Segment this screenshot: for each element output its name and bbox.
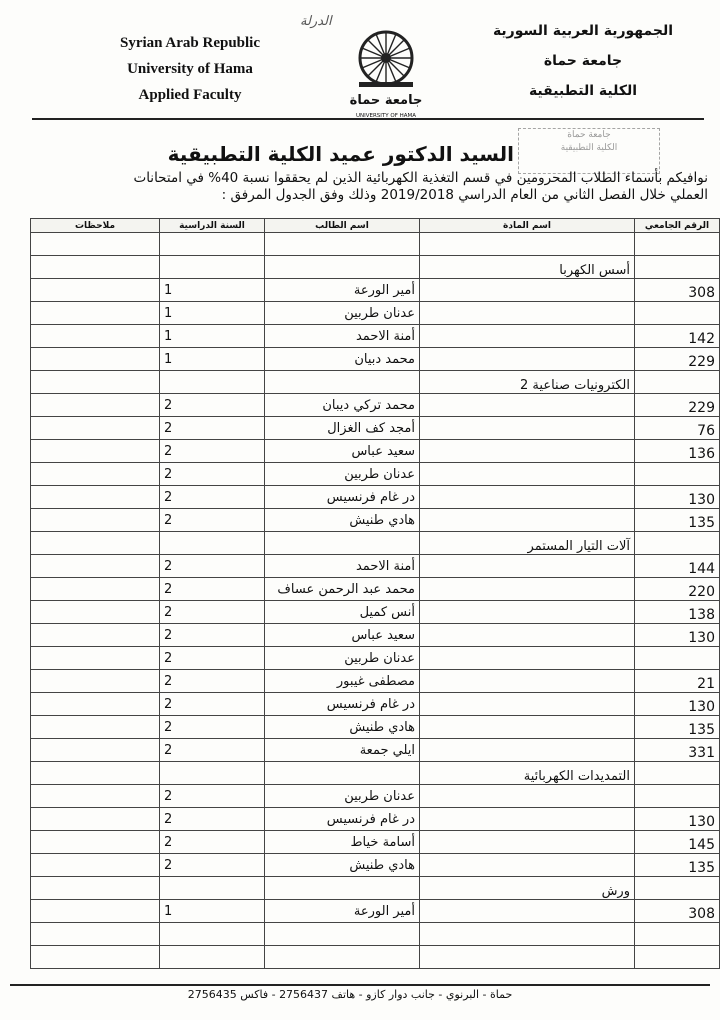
year-cell: 1 [160, 348, 265, 371]
header-faculty-ar: الكلية التطبيقية [528, 83, 638, 99]
notes-cell [31, 601, 160, 624]
subject-cell: الكترونيات صناعية 2 [420, 371, 635, 394]
year-cell [160, 877, 265, 900]
student-id-cell [635, 302, 720, 325]
student-id-cell: 135 [635, 854, 720, 877]
student-name-cell: أمير الورعة [265, 279, 420, 302]
table-row [31, 670, 720, 693]
year-cell: 2 [160, 785, 265, 808]
subject-cell [420, 808, 635, 831]
notes-cell [31, 808, 160, 831]
subject-cell [420, 233, 635, 256]
student-id-cell: 220 [635, 578, 720, 601]
subject-cell [420, 831, 635, 854]
col-name-header: اسم الطالب [265, 219, 420, 233]
notes-cell [31, 555, 160, 578]
arabic-header [468, 16, 698, 106]
student-id-cell: 331 [635, 739, 720, 762]
student-id-cell [635, 785, 720, 808]
table-row [31, 854, 720, 877]
subject-cell [420, 440, 635, 463]
year-cell: 2 [160, 693, 265, 716]
header-country-ar: الجمهورية العربية السورية [492, 23, 674, 39]
students-table [30, 218, 720, 969]
student-name-cell: هادي طنيش [265, 509, 420, 532]
table-row [31, 302, 720, 325]
notes-cell [31, 762, 160, 785]
student-name-cell: عدنان طربين [265, 647, 420, 670]
student-name-cell [265, 256, 420, 279]
table-row [31, 440, 720, 463]
subject-cell: آلات التيار المستمر [420, 532, 635, 555]
table-row [31, 624, 720, 647]
header-university-ar: جامعة حماة [543, 53, 623, 69]
year-cell: 2 [160, 624, 265, 647]
notes-cell [31, 923, 160, 946]
student-id-cell: 135 [635, 509, 720, 532]
student-name-cell [265, 946, 420, 969]
student-id-cell [635, 233, 720, 256]
student-id-cell: 130 [635, 486, 720, 509]
university-logo [345, 22, 427, 122]
subject-cell [420, 900, 635, 923]
subject-cell [420, 509, 635, 532]
notes-cell [31, 578, 160, 601]
notes-cell [31, 670, 160, 693]
student-name-cell: عدنان طربين [265, 302, 420, 325]
notes-cell [31, 486, 160, 509]
table-row [31, 601, 720, 624]
student-id-cell [635, 256, 720, 279]
student-name-cell: سعيد عباس [265, 440, 420, 463]
student-name-cell [265, 762, 420, 785]
student-name-cell: أمنة الاحمد [265, 325, 420, 348]
year-cell: 2 [160, 647, 265, 670]
year-cell: 2 [160, 463, 265, 486]
stamp-line-2: الكلية التطبيقية [560, 143, 618, 153]
col-subject-header: اسم المادة [420, 219, 635, 233]
table-row [31, 417, 720, 440]
subject-cell [420, 325, 635, 348]
table-row [31, 256, 720, 279]
subject-cell: ورش [420, 877, 635, 900]
student-id-cell: 145 [635, 831, 720, 854]
student-name-cell [265, 923, 420, 946]
student-id-cell: 130 [635, 808, 720, 831]
student-id-cell: 229 [635, 394, 720, 417]
student-name-cell: أمجد كف الغزال [265, 417, 420, 440]
year-cell [160, 371, 265, 394]
footer-divider [10, 984, 710, 986]
notes-cell [31, 946, 160, 969]
student-name-cell: هادي طنيش [265, 716, 420, 739]
year-cell: 1 [160, 325, 265, 348]
student-id-cell: 308 [635, 900, 720, 923]
notes-cell [31, 739, 160, 762]
year-cell: 2 [160, 670, 265, 693]
subject-cell [420, 555, 635, 578]
table-row [31, 877, 720, 900]
notes-cell [31, 463, 160, 486]
subject-cell [420, 601, 635, 624]
table-row [31, 739, 720, 762]
table-row [31, 348, 720, 371]
year-cell: 2 [160, 601, 265, 624]
notes-cell [31, 900, 160, 923]
footer-address: حماة - البرنوي - جانب دوار كازو - هاتف 2756437 - فاكس 2756435 [187, 988, 513, 1001]
subject-cell: أسس الكهربا [420, 256, 635, 279]
student-name-cell: هادي طنيش [265, 854, 420, 877]
year-cell: 2 [160, 486, 265, 509]
subject-cell [420, 486, 635, 509]
logo-caption: UNIVERSITY OF HAMA [355, 113, 417, 119]
body-line-2: العملي خلال الفصل الثاني من العام الدراسي 2019/2018 وذلك وفق الجدول المرفق : [221, 187, 708, 203]
table-row [31, 831, 720, 854]
col-year-header: السنة الدراسية [160, 219, 265, 233]
student-id-cell [635, 532, 720, 555]
student-id-cell: 21 [635, 670, 720, 693]
year-cell: 2 [160, 394, 265, 417]
notes-cell [31, 509, 160, 532]
table-header-row [31, 219, 720, 233]
student-name-cell [265, 532, 420, 555]
table-row [31, 693, 720, 716]
table-row [31, 762, 720, 785]
stamp-line-1: جامعة حماة [567, 130, 611, 140]
subject-cell [420, 279, 635, 302]
student-id-cell [635, 923, 720, 946]
subject-cell [420, 394, 635, 417]
table-row [31, 325, 720, 348]
subject-cell [420, 647, 635, 670]
student-name-cell: سعيد عباس [265, 624, 420, 647]
notes-cell [31, 716, 160, 739]
year-cell: 2 [160, 509, 265, 532]
student-id-cell [635, 946, 720, 969]
year-cell [160, 946, 265, 969]
subject-cell [420, 923, 635, 946]
table-row [31, 578, 720, 601]
student-name-cell [265, 877, 420, 900]
table-row [31, 900, 720, 923]
letter-body [28, 170, 708, 204]
table-row [31, 463, 720, 486]
table-row [31, 486, 720, 509]
student-id-cell: 130 [635, 624, 720, 647]
student-name-cell: عدنان طربين [265, 785, 420, 808]
student-name-cell: محمد دبيان [265, 348, 420, 371]
student-id-cell: 229 [635, 348, 720, 371]
subject-cell [420, 946, 635, 969]
table-row [31, 785, 720, 808]
subject-cell [420, 739, 635, 762]
handwritten-note: الدرلة [300, 14, 332, 29]
student-name-cell [265, 233, 420, 256]
year-cell [160, 923, 265, 946]
year-cell [160, 532, 265, 555]
student-name-cell: ايلي جمعة [265, 739, 420, 762]
notes-cell [31, 831, 160, 854]
year-cell: 1 [160, 279, 265, 302]
table-row [31, 923, 720, 946]
notes-cell [31, 279, 160, 302]
table-row [31, 555, 720, 578]
student-name-cell: در غام فرنسيس [265, 693, 420, 716]
table-row [31, 279, 720, 302]
subject-cell [420, 302, 635, 325]
table-row [31, 509, 720, 532]
student-id-cell: 76 [635, 417, 720, 440]
student-name-cell: محمد تركي ديبان [265, 394, 420, 417]
student-id-cell [635, 762, 720, 785]
notes-cell [31, 302, 160, 325]
year-cell: 2 [160, 854, 265, 877]
subject-cell [420, 624, 635, 647]
year-cell: 2 [160, 739, 265, 762]
year-cell [160, 256, 265, 279]
body-line-1: نوافيكم بأسماء الطلاب المحرومين في قسم التغذية الكهربائية الذين لم يحققوا نسبة 40% في امتحانات [133, 170, 708, 186]
student-id-cell: 142 [635, 325, 720, 348]
notes-cell [31, 256, 160, 279]
notes-cell [31, 877, 160, 900]
student-name-cell [265, 371, 420, 394]
year-cell [160, 762, 265, 785]
notes-cell [31, 532, 160, 555]
notes-cell [31, 417, 160, 440]
subject-cell [420, 348, 635, 371]
english-header [105, 30, 275, 108]
student-id-cell [635, 647, 720, 670]
notes-cell [31, 233, 160, 256]
year-cell: 2 [160, 417, 265, 440]
notes-cell [31, 371, 160, 394]
subject-cell: التمديدات الكهربائية [420, 762, 635, 785]
student-id-cell: 130 [635, 693, 720, 716]
header-faculty: Applied Faculty [138, 87, 242, 103]
logo-text: جامعة حماة [349, 93, 423, 108]
notes-cell [31, 854, 160, 877]
table-row [31, 946, 720, 969]
notes-cell [31, 440, 160, 463]
student-name-cell: در غام فرنسيس [265, 808, 420, 831]
student-id-cell: 136 [635, 440, 720, 463]
student-name-cell: مصطفى غيبور [265, 670, 420, 693]
table-row [31, 532, 720, 555]
table-row [31, 808, 720, 831]
student-id-cell [635, 463, 720, 486]
year-cell: 1 [160, 302, 265, 325]
salutation: السيد الدكتور عميد الكلية التطبيقية [167, 142, 514, 166]
year-cell: 2 [160, 555, 265, 578]
table-row [31, 716, 720, 739]
notes-cell [31, 647, 160, 670]
student-name-cell: محمد عبد الرحمن عساف [265, 578, 420, 601]
subject-cell [420, 785, 635, 808]
header-divider [32, 118, 704, 120]
subject-cell [420, 670, 635, 693]
notes-cell [31, 348, 160, 371]
student-name-cell: عدنان طربين [265, 463, 420, 486]
year-cell: 2 [160, 578, 265, 601]
student-id-cell [635, 371, 720, 394]
notes-cell [31, 325, 160, 348]
year-cell: 2 [160, 440, 265, 463]
header-country: Syrian Arab Republic [119, 35, 261, 51]
subject-cell [420, 693, 635, 716]
col-id-header: الرقم الجامعي [635, 219, 720, 233]
table-row [31, 394, 720, 417]
year-cell [160, 233, 265, 256]
table-row [31, 233, 720, 256]
year-cell: 2 [160, 831, 265, 854]
col-notes-header: ملاحظات [31, 219, 160, 233]
subject-cell [420, 463, 635, 486]
year-cell: 2 [160, 808, 265, 831]
subject-cell [420, 716, 635, 739]
subject-cell [420, 854, 635, 877]
notes-cell [31, 693, 160, 716]
student-name-cell: أمير الورعة [265, 900, 420, 923]
subject-cell [420, 578, 635, 601]
year-cell: 1 [160, 900, 265, 923]
notes-cell [31, 624, 160, 647]
official-stamp [518, 128, 660, 174]
header-university: University of Hama [127, 61, 253, 77]
subject-cell [420, 417, 635, 440]
student-id-cell: 144 [635, 555, 720, 578]
student-id-cell [635, 877, 720, 900]
table-row [31, 647, 720, 670]
student-name-cell: أنس كميل [265, 601, 420, 624]
student-name-cell: أسامة خياط [265, 831, 420, 854]
notes-cell [31, 785, 160, 808]
student-id-cell: 308 [635, 279, 720, 302]
student-name-cell: در غام فرنسيس [265, 486, 420, 509]
table-row [31, 371, 720, 394]
student-id-cell: 135 [635, 716, 720, 739]
year-cell: 2 [160, 716, 265, 739]
notes-cell [31, 394, 160, 417]
student-id-cell: 138 [635, 601, 720, 624]
student-name-cell: أمنة الاحمد [265, 555, 420, 578]
